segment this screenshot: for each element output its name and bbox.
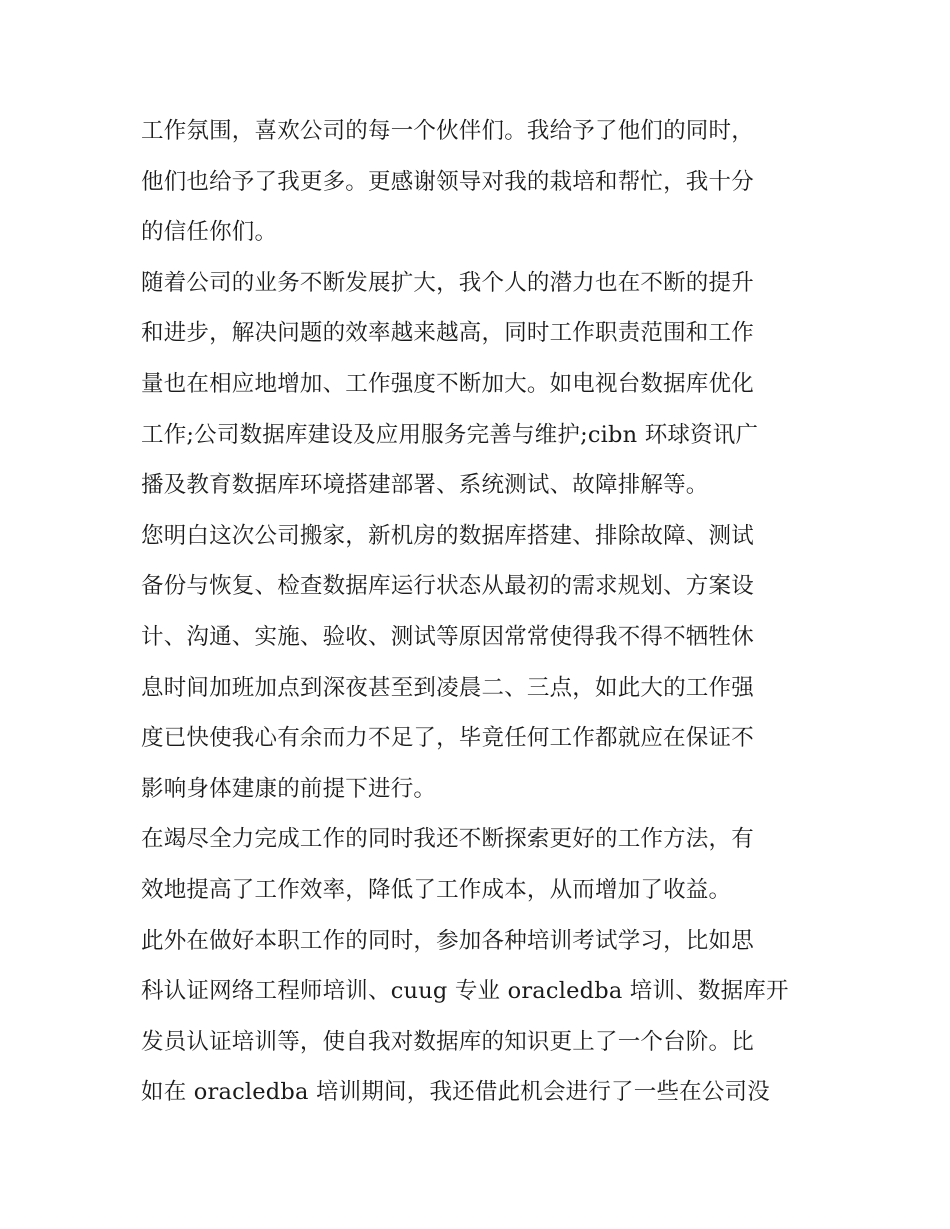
text-line: 在竭尽全力完成工作的同时我还不断探索更好的工作方法，有 bbox=[141, 826, 754, 853]
text-line: 播及教育数据库环境搭建部署、系统测试、故障排解等。 bbox=[141, 472, 709, 499]
text-line: 工作;公司数据库建设及应用服务完善与维护;cibn 环球资讯广 bbox=[141, 421, 759, 448]
text-line: 息时间加班加点到深夜甚至到凌晨二、三点，如此大的工作强 bbox=[141, 674, 754, 701]
text-line: 如在 oracledba 培训期间，我还借此机会进行了一些在公司没 bbox=[141, 1079, 770, 1106]
document-body bbox=[141, 106, 811, 1118]
paragraph-3 bbox=[141, 511, 811, 815]
text-line: 备份与恢复、检查数据库运行状态从最初的需求规划、方案设 bbox=[141, 573, 754, 600]
text-line: 的信任你们。 bbox=[141, 219, 278, 246]
paragraph-2 bbox=[141, 258, 811, 511]
text-line: 计、沟通、实施、验收、测试等原因常常使得我不得不牺牲休 bbox=[141, 623, 754, 650]
text-line: 效地提高了工作效率，降低了工作成本，从而增加了收益。 bbox=[141, 876, 732, 903]
text-line: 他们也给予了我更多。更感谢领导对我的栽培和帮忙，我十分 bbox=[141, 168, 754, 195]
text-line: 发员认证培训等，使自我对数据库的知识更上了一个台阶。比 bbox=[141, 1028, 754, 1055]
text-line: 和进步，解决问题的效率越来越高，同时工作职责范围和工作 bbox=[141, 320, 754, 347]
paragraph-4 bbox=[141, 814, 811, 915]
text-line: 量也在相应地增加、工作强度不断加大。如电视台数据库优化 bbox=[141, 370, 754, 397]
text-line: 科认证网络工程师培训、cuug 专业 oracledba 培训、数据库开 bbox=[141, 978, 789, 1005]
text-line: 此外在做好本职工作的同时，参加各种培训考试学习，比如思 bbox=[141, 927, 754, 954]
paragraph-1 bbox=[141, 106, 811, 258]
text-line: 随着公司的业务不断发展扩大，我个人的潜力也在不断的提升 bbox=[141, 269, 754, 296]
text-line: 您明白这次公司搬家，新机房的数据库搭建、排除故障、测试 bbox=[141, 522, 754, 549]
text-line: 影响身体建康的前提下进行。 bbox=[141, 775, 437, 802]
text-line: 度已快使我心有余而力不足了，毕竟任何工作都就应在保证不 bbox=[141, 725, 754, 752]
paragraph-5 bbox=[141, 916, 811, 1118]
text-line: 工作氛围，喜欢公司的每一个伙伴们。我给予了他们的同时， bbox=[141, 118, 754, 144]
